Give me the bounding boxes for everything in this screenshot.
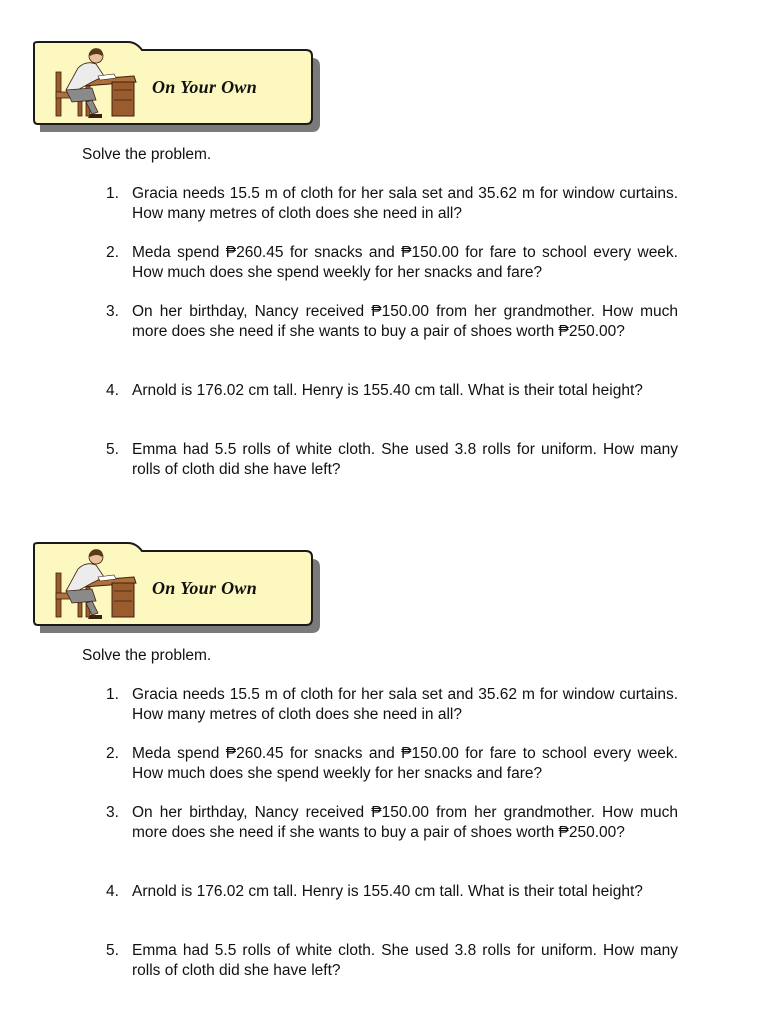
student-at-desk-icon: [52, 543, 138, 625]
problem-number: 3.: [106, 303, 119, 320]
problem-text: On her birthday, Nancy received ₱150.00 from her grandmother. How much more does she need if she wants to buy a pair of shoes worth ₱250.00?: [132, 804, 678, 841]
problem-text: Gracia needs 15.5 m of cloth for her sala set and 35.62 m for window curtains. How many metres of cloth does she need in all?: [132, 686, 678, 723]
problem-text: Meda spend ₱260.45 for snacks and ₱150.00 for fare to school every week. How much does she spend weekly for her snacks and fare?: [132, 244, 678, 281]
problem-number: 4.: [106, 883, 119, 900]
banner-title: On Your Own: [152, 77, 258, 97]
problem-number: 3.: [106, 804, 119, 821]
problem-text: Emma had 5.5 rolls of white cloth. She used 3.8 rolls for uniform. How many rolls of cloth did she have left?: [132, 942, 678, 979]
on-your-own-banner: [32, 541, 322, 633]
instruction-text: Solve the problem.: [82, 146, 212, 163]
on-your-own-banner: [32, 40, 322, 132]
problem-number: 2.: [106, 745, 119, 762]
problem-number: 5.: [106, 441, 119, 458]
problem-text: Emma had 5.5 rolls of white cloth. She used 3.8 rolls for uniform. How many rolls of cloth did she have left?: [132, 441, 678, 478]
instruction-text: Solve the problem.: [82, 647, 212, 664]
problem-number: 2.: [106, 244, 119, 261]
problem-number: 4.: [106, 382, 119, 399]
problem-number: 1.: [106, 185, 119, 202]
problem-text: Meda spend ₱260.45 for snacks and ₱150.00 for fare to school every week. How much does she spend weekly for her snacks and fare?: [132, 745, 678, 782]
problem-number: 1.: [106, 686, 119, 703]
problem-text: Arnold is 176.02 cm tall. Henry is 155.40 cm tall. What is their total height?: [132, 883, 643, 900]
problem-text: Gracia needs 15.5 m of cloth for her sala set and 35.62 m for window curtains. How many metres of cloth does she need in all?: [132, 185, 678, 222]
student-at-desk-icon: [52, 42, 138, 124]
problem-text: On her birthday, Nancy received ₱150.00 from her grandmother. How much more does she need if she wants to buy a pair of shoes worth ₱250.00?: [132, 303, 678, 340]
problem-text: Arnold is 176.02 cm tall. Henry is 155.40 cm tall. What is their total height?: [132, 382, 643, 399]
problem-number: 5.: [106, 942, 119, 959]
banner-title: On Your Own: [152, 578, 258, 598]
